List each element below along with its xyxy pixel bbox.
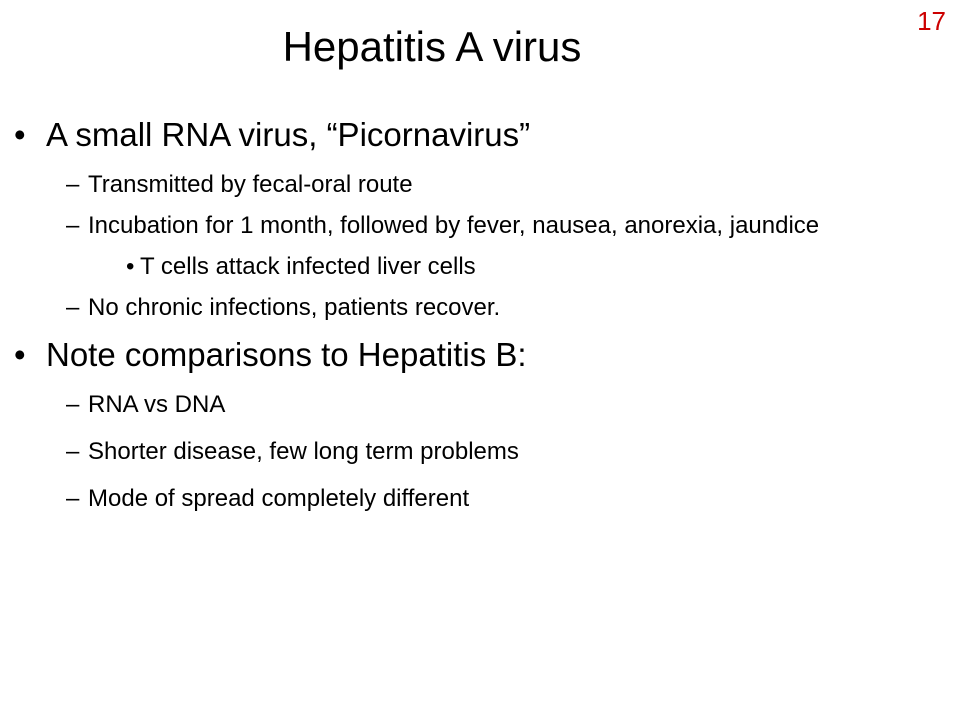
sub-point-3 <box>0 293 960 322</box>
dash-marker: – <box>66 485 80 512</box>
sub-sub-point-text: T cells attack infected liver cells <box>140 253 476 280</box>
sub-point-text: Shorter disease, few long term problems <box>88 438 519 465</box>
bullet-point-1 <box>0 110 960 160</box>
dash-marker: – <box>66 212 80 239</box>
dash-marker: – <box>66 294 80 321</box>
sub-sub-point-1 <box>0 252 960 281</box>
bullet-marker: • <box>14 116 26 153</box>
slide-title: Hepatitis A virus <box>282 23 582 70</box>
sub-point-text: RNA vs DNA <box>88 391 226 418</box>
dash-marker: – <box>66 438 80 465</box>
slide-number: 17 <box>917 6 946 36</box>
sub-point-text: No chronic infections, patients recover. <box>88 294 501 321</box>
sub-point-5 <box>0 437 960 466</box>
sub-point-text: Incubation for 1 month, followed by fever, nausea, anorexia, jaundice <box>88 212 820 239</box>
bullet-point-2 <box>0 330 960 380</box>
bullet-marker: • <box>14 336 26 373</box>
sub-point-text: Transmitted by fecal-oral route <box>88 171 413 198</box>
dash-marker: – <box>66 391 80 418</box>
sub-point-2 <box>0 211 960 240</box>
bullet-text: Note comparisons to Hepatitis B: <box>46 336 527 373</box>
dash-marker: – <box>66 171 80 198</box>
sub-point-1 <box>0 170 960 199</box>
sub-point-6 <box>0 484 960 513</box>
bullet-marker: • <box>126 253 135 280</box>
bullet-text: A small RNA virus, “Picornavirus” <box>46 116 531 153</box>
slide-body <box>0 110 960 513</box>
sub-point-text: Mode of spread completely different <box>88 485 470 512</box>
sub-point-4 <box>0 390 960 419</box>
